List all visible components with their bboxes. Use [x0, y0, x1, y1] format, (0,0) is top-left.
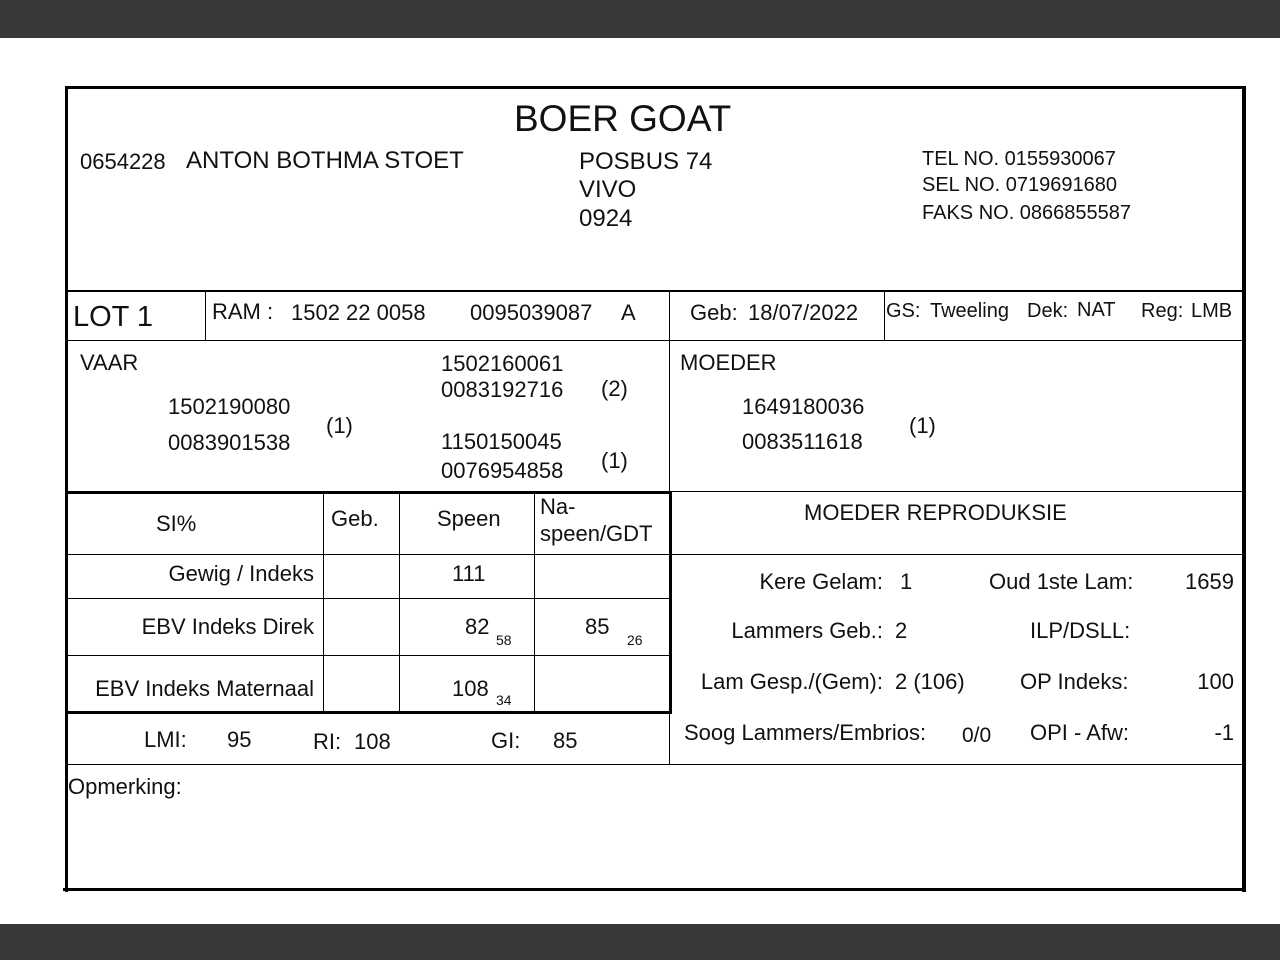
row-gewig-speen: 111 — [452, 561, 486, 586]
member-number: 0654228 — [80, 149, 166, 174]
address-line-2: VIVO — [579, 176, 637, 203]
moeder-note: (1) — [909, 413, 936, 438]
soog-value: 0/0 — [962, 724, 992, 747]
tel-number: TEL NO. 0155930067 — [922, 148, 1116, 170]
pedigree-divider — [669, 341, 670, 492]
gs-value: Tweeling — [930, 300, 1009, 322]
oud-label: Oud 1ste Lam: — [989, 569, 1134, 594]
kere-gelam-value: 1 — [900, 569, 913, 594]
frame-right — [1242, 86, 1246, 892]
oud-value: 1659 — [1185, 569, 1234, 594]
lot-divider-3 — [884, 291, 885, 341]
lam-gesp-value: 2 (106) — [895, 669, 965, 694]
ram-reg: 0095039087 — [470, 300, 593, 325]
indices-bottom-line — [66, 764, 1244, 765]
ri-label: RI: — [313, 729, 342, 754]
lmi-value: 95 — [227, 727, 252, 752]
row-label-ebv-direk: EBV Indeks Direk — [141, 614, 314, 639]
perf-row-line-1 — [66, 554, 1244, 555]
lot-row-top-line — [66, 290, 1244, 292]
vaar-dam-id: 1150150045 — [441, 429, 562, 454]
ram-label: RAM : — [212, 299, 274, 324]
vaar-dam-reg: 0076954858 — [441, 458, 564, 483]
lam-gesp-label: Lam Gesp./(Gem): — [700, 669, 883, 694]
row-label-gewig: Gewig / Indeks — [168, 561, 314, 586]
col-naspeen-header-2: speen/GDT — [540, 521, 653, 546]
stud-name: ANTON BOTHMA STOET — [186, 147, 464, 174]
perf-table-bottom — [66, 711, 672, 714]
vaar-sire-reg: 0083192716 — [441, 377, 564, 402]
moeder-label: MOEDER — [680, 350, 777, 375]
gs-label: GS: — [886, 300, 921, 322]
row-direk-naspeen-sub: 26 — [627, 632, 643, 648]
row-maternaal-speen-sub: 34 — [496, 692, 512, 708]
dek-label: Dek: — [1027, 300, 1069, 322]
op-indeks-value: 100 — [1197, 669, 1234, 694]
perf-col-line-3 — [534, 494, 535, 712]
vaar-sire-note: (2) — [601, 376, 628, 401]
ram-id: 1502 22 0058 — [291, 300, 426, 325]
frame-bottom — [63, 888, 1246, 891]
sel-number: SEL NO. 0719691680 — [922, 174, 1117, 196]
col-geb-header: Geb. — [331, 506, 379, 531]
frame-left — [65, 86, 68, 892]
reg-value: LMB — [1191, 300, 1233, 322]
si-label: SI% — [156, 511, 197, 536]
gi-value: 85 — [553, 728, 578, 753]
soog-label: Soog Lammers/Embrios: — [684, 720, 927, 745]
lot-divider-1 — [205, 291, 206, 341]
col-speen-header: Speen — [437, 506, 501, 531]
perf-col-line-1 — [323, 494, 324, 712]
ram-grade: A — [621, 300, 636, 325]
op-indeks-label: OP Indeks: — [1020, 669, 1129, 694]
kere-gelam-label: Kere Gelam: — [759, 569, 883, 594]
col-naspeen-header-1: Na- — [540, 494, 576, 519]
perf-col-line-2 — [399, 494, 400, 712]
perf-row-line-3 — [66, 655, 670, 656]
lammers-geb-label: Lammers Geb.: — [731, 618, 883, 643]
lmi-label: LMI: — [144, 727, 187, 752]
lot-divider-2 — [669, 291, 670, 341]
vaar-note: (1) — [326, 413, 353, 438]
row-direk-speen-sub: 58 — [496, 632, 512, 648]
opi-afw-value: -1 — [1214, 720, 1234, 745]
address-line-3: 0924 — [579, 205, 633, 232]
indices-divider — [669, 712, 670, 765]
ilp-label: ILP/DSLL: — [1030, 618, 1131, 643]
row-maternaal-speen: 108 — [452, 676, 489, 701]
moeder-id: 1649180036 — [742, 394, 865, 419]
opi-afw-label: OPI - Afw: — [1030, 720, 1130, 745]
geb-label: Geb: — [690, 300, 738, 325]
faks-number: FAKS NO. 0866855587 — [922, 202, 1132, 224]
perf-table-top — [66, 491, 670, 494]
gi-label: GI: — [491, 728, 521, 753]
vaar-sire-id: 1502160061 — [441, 351, 564, 376]
dek-value: NAT — [1077, 299, 1116, 321]
lot-label: LOT 1 — [73, 301, 154, 333]
row-direk-speen: 82 — [465, 614, 490, 639]
reg-label: Reg: — [1141, 300, 1184, 322]
row-direk-naspeen: 85 — [585, 614, 610, 639]
vaar-label: VAAR — [80, 350, 139, 375]
ri-value: 108 — [354, 729, 391, 754]
lammers-geb-value: 2 — [895, 618, 908, 643]
moeder-reg: 0083511618 — [742, 429, 863, 454]
remarks-label: Opmerking: — [68, 774, 182, 799]
repro-top-line — [670, 491, 1244, 492]
vaar-id: 1502190080 — [168, 394, 291, 419]
row-label-ebv-maternaal: EBV Indeks Maternaal — [95, 676, 314, 701]
perf-table-right — [669, 492, 672, 714]
perf-row-line-2 — [66, 598, 670, 599]
address-line-1: POSBUS 74 — [579, 148, 713, 175]
lot-row-bottom-line — [66, 340, 1244, 341]
frame-top — [66, 86, 1246, 89]
vaar-dam-note: (1) — [601, 448, 628, 473]
page-title: BOER GOAT — [514, 98, 732, 139]
repro-title: MOEDER REPRODUKSIE — [804, 500, 1067, 525]
vaar-reg: 0083901538 — [168, 430, 291, 455]
geb-date: 18/07/2022 — [748, 300, 859, 325]
